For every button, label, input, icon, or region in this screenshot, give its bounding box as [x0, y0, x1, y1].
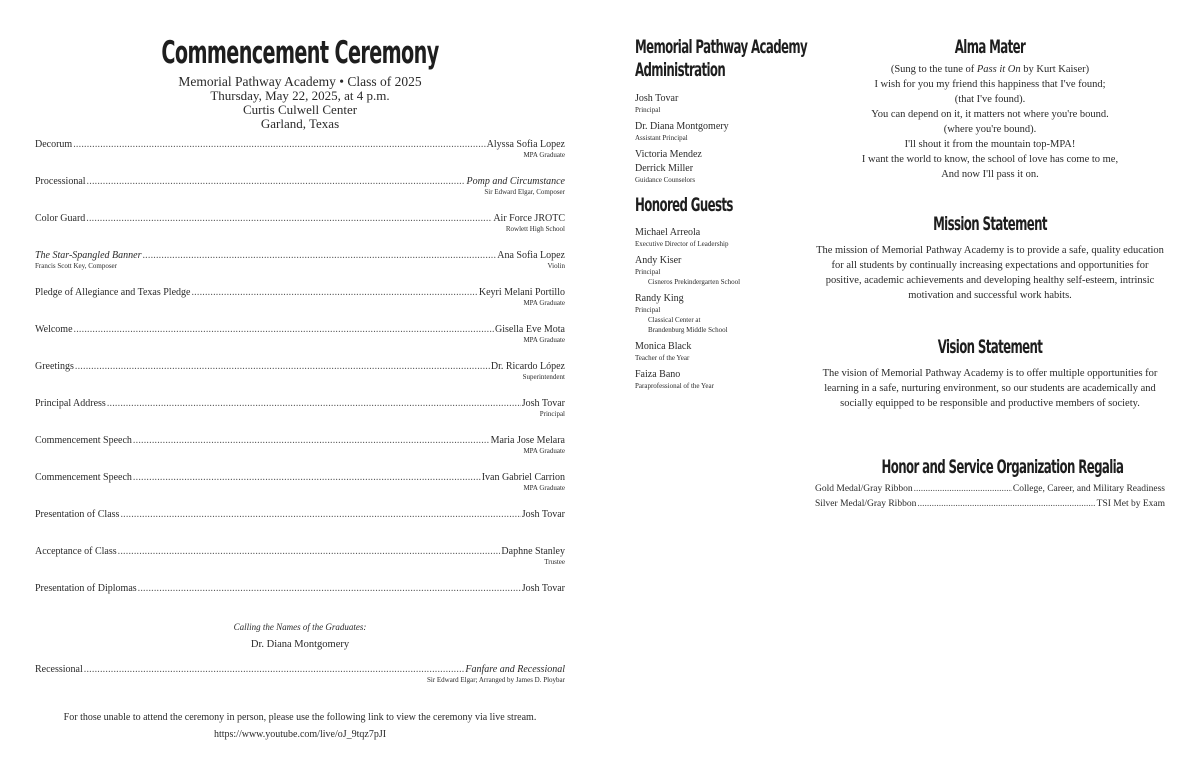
person-title: Guidance Counselors [635, 176, 696, 184]
program-item-label: Decorum [35, 139, 73, 150]
program-item-performer: Air Force JROTC [493, 213, 565, 224]
admin-person [635, 121, 815, 143]
tune-title: Pass it On [976, 64, 1021, 75]
regalia-item [815, 497, 1165, 512]
regalia-list [815, 482, 1165, 512]
alma-mater-line: You can depend on it, it matters not where you're bound. [871, 109, 1109, 120]
program-item-label: The Star-Spangled Banner [35, 250, 142, 261]
program-title: Commencement Ceremony [161, 35, 439, 71]
program-item [35, 286, 565, 323]
regalia-medal: Silver Medal/Gray Ribbon [815, 499, 917, 509]
program-item-label: Presentation of Class [35, 509, 120, 520]
guest-person [635, 369, 815, 391]
alma-mater-line: (where you're bound). [943, 124, 1037, 135]
program-item-label: Greetings [35, 361, 74, 372]
venue-line: Curtis Culwell Center [242, 102, 358, 117]
regalia-heading: Honor and Service Organization Regalia [881, 456, 1124, 478]
date-line: Thursday, May 22, 2025, at 4 p.m. [210, 88, 390, 103]
alma-mater-line: (that I've found). [954, 94, 1026, 105]
program-item-note: MPA Graduate [523, 151, 565, 159]
program-item-label: Color Guard [35, 213, 86, 224]
calling-names-label: Calling the Names of the Graduates: [233, 622, 367, 632]
person-title: Paraprofessional of the Year [635, 382, 714, 390]
livestream-notice: For those unable to attend the ceremony in person, please use the following link to view the ceremony via live stream. [63, 712, 537, 723]
admin-person [635, 93, 815, 115]
program-item [35, 471, 565, 508]
program-item-note-left: Francis Scott Key, Composer [35, 262, 117, 270]
person-title: Principal [635, 106, 661, 114]
program-item-performer: Maria Jose Melara [490, 435, 565, 446]
program-item [35, 397, 565, 434]
program-item-label: Presentation of Diplomas [35, 583, 137, 594]
program-item-performer: Daphne Stanley [501, 546, 565, 557]
person-title: Principal [635, 268, 661, 276]
program-item-label: Acceptance of Class [35, 546, 117, 557]
person-name: Derrick Miller [635, 163, 694, 174]
regalia-meaning: College, Career, and Military Readiness [1012, 484, 1165, 494]
guest-person [635, 293, 815, 335]
program-item [35, 360, 565, 397]
honored-guests-heading: Honored Guests [635, 194, 733, 216]
administration-heading [635, 36, 808, 82]
regalia-meaning: TSI Met by Exam [1096, 499, 1165, 509]
administration-heading-line2: Administration [635, 59, 726, 81]
program-item [35, 323, 565, 360]
program-item-note: MPA Graduate [523, 299, 565, 307]
program-item-performer: Josh Tovar [521, 398, 565, 409]
regalia-section [815, 456, 1165, 512]
tune-suffix: by Kurt Kaiser) [1020, 64, 1090, 75]
livestream-footer [35, 709, 565, 743]
program-item [35, 212, 565, 249]
program-item-note: MPA Graduate [523, 447, 565, 455]
program-item-note: Sir Edward Elgar, Composer [484, 188, 565, 196]
admin-person [635, 149, 815, 185]
program-item-performer: Josh Tovar [521, 583, 565, 594]
alma-mater-tune [815, 62, 1165, 77]
program-item-performer: Dr. Ricardo López [490, 361, 565, 372]
program-item [35, 249, 565, 286]
program-item [35, 545, 565, 582]
calling-names-reader: Dr. Diana Montgomery [250, 639, 350, 650]
program-item-performer: Ana Sofia Lopez [497, 250, 565, 261]
program-item-label: Commencement Speech [35, 435, 132, 446]
guest-person [635, 341, 815, 363]
program-item-label: Welcome [35, 324, 73, 335]
program-item-note: MPA Graduate [523, 484, 565, 492]
person-name: Michael Arreola [635, 227, 701, 238]
program-column [35, 36, 565, 700]
calling-names-block [35, 621, 565, 652]
tune-prefix: (Sung to the tune of [890, 64, 977, 75]
guest-person [635, 255, 815, 287]
mission-section [815, 213, 1165, 303]
livestream-link[interactable]: https://www.youtube.com/live/oJ_9tqz7pJI [213, 729, 387, 740]
vision-text: The vision of Memorial Pathway Academy is to offer multiple opportunities for learning in a safe, nurturing environment, so our students are academically and socially equipped to be responsible and productive members of society. [822, 368, 1158, 409]
person-name: Victoria Mendez [635, 149, 702, 160]
alma-mater-heading: Alma Mater [954, 36, 1026, 58]
vision-heading: Vision Statement [937, 336, 1043, 358]
program-item-label: Processional [35, 176, 86, 187]
mission-heading: Mission Statement [933, 213, 1047, 235]
program-item-label: Commencement Speech [35, 472, 132, 483]
administration-heading-line1: Memorial Pathway Academy [635, 36, 808, 58]
program-item-recessional [35, 663, 565, 700]
person-title: Brandenburg Middle School [648, 326, 728, 334]
program-item [35, 582, 565, 619]
person-title: Teacher of the Year [635, 354, 690, 362]
school-class-line: Memorial Pathway Academy • Class of 2025 [178, 74, 422, 89]
city-line: Garland, Texas [260, 116, 340, 131]
program-item-performer: Josh Tovar [521, 509, 565, 520]
program-item-performer: Keyri Melani Portillo [478, 287, 565, 298]
program-item-label: Recessional [35, 664, 83, 675]
alma-mater-line: I wish for you my friend this happiness that I've found; [874, 79, 1106, 90]
program-item-performer: Gisella Eve Mota [495, 324, 565, 335]
program-item [35, 434, 565, 471]
alma-mater-line: I'll shout it from the mountain top-MPA! [904, 139, 1076, 150]
person-name: Dr. Diana Montgomery [635, 121, 729, 132]
person-name: Josh Tovar [635, 93, 679, 104]
staff-column [635, 36, 815, 391]
person-title: Cisneros Prekindergarten School [648, 278, 741, 286]
program-item-note: Trustee [544, 558, 565, 566]
person-name: Andy Kiser [635, 255, 682, 266]
person-title: Executive Director of Leadership [635, 240, 729, 248]
vision-section [815, 336, 1165, 411]
program-item-note: Sir Edward Elgar; Arranged by James D. Ploybar [426, 676, 565, 684]
program-item [35, 175, 565, 212]
program-list [35, 138, 565, 619]
program-item-note: Rowlett High School [505, 225, 565, 233]
program-item-note: Violin [547, 262, 565, 270]
program-item [35, 138, 565, 175]
regalia-item [815, 482, 1165, 497]
person-title: Assistant Principal [635, 134, 688, 142]
mission-text: The mission of Memorial Pathway Academy is to provide a safe, quality education for all students by continually increasing expectations and opportunities for positive, academic achievements and developing healthy self-esteem, intrinsic motivation and successful work habits. [816, 245, 1164, 301]
program-item-performer: Fanfare and Recessional [465, 664, 565, 675]
program-item-label: Pledge of Allegiance and Texas Pledge [35, 287, 191, 298]
person-title: Classical Center at [648, 316, 701, 324]
alma-mater-section [815, 36, 1165, 182]
person-title: Principal [635, 306, 661, 314]
program-item-performer: Pomp and Circumstance [466, 176, 565, 187]
alma-mater-line: And now I'll pass it on. [941, 169, 1039, 180]
program-item-note: Principal [539, 410, 565, 418]
program-item-note: Superintendent [522, 373, 565, 381]
alma-mater-line: I want the world to know, the school of love has come to me, [861, 154, 1119, 165]
program-item [35, 508, 565, 545]
person-name: Faiza Bano [635, 369, 681, 380]
program-item-label: Principal Address [35, 398, 106, 409]
regalia-medal: Gold Medal/Gray Ribbon [815, 484, 913, 494]
program-item-performer: Ivan Gabriel Carrion [481, 472, 565, 483]
person-name: Randy King [635, 293, 684, 304]
program-item-note: MPA Graduate [523, 336, 565, 344]
guest-person [635, 227, 815, 249]
program-item-performer: Alyssa Sofia Lopez [486, 139, 565, 150]
person-name: Monica Black [635, 341, 692, 352]
